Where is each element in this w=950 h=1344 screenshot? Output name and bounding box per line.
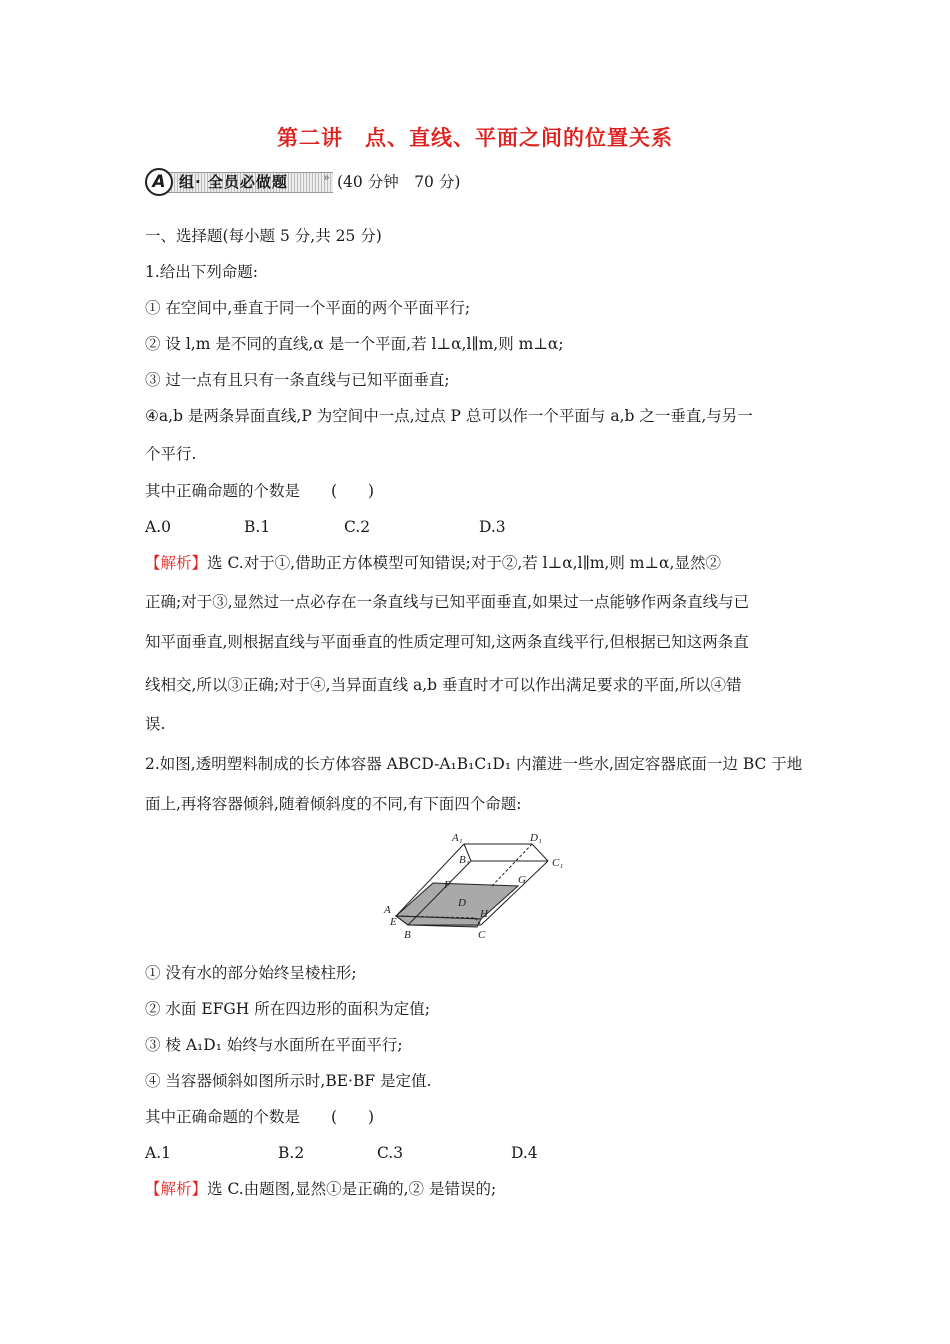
q1-stem: 1.给出下列命题: xyxy=(145,263,259,281)
q1-analysis-text: 选 C.对于①,借助正方体模型可知错误;对于②,若 l⊥α,l∥m,则 m⊥α,显然② xyxy=(207,554,721,572)
edge-dd1-hidden xyxy=(492,844,532,886)
q1-option-d: D.3 xyxy=(479,518,506,536)
analysis-tag: 【解析】 xyxy=(145,554,208,572)
q1-item-4-cont: 个平行. xyxy=(145,445,197,463)
label-a: A xyxy=(384,904,391,916)
section-heading: 一、选择题(每小题 5 分,共 25 分) xyxy=(145,227,382,245)
edge-d1c1 xyxy=(532,844,548,861)
q2-analysis-text: 选 C.由题图,显然①是正确的,② 是错误的; xyxy=(207,1180,497,1198)
q2-item-3: ③ 棱 A₁D₁ 始终与水面所在平面平行; xyxy=(145,1036,403,1054)
q2-option-d: D.4 xyxy=(511,1144,538,1162)
label-e: E xyxy=(390,916,397,928)
q2-item-1: ① 没有水的部分始终呈棱柱形; xyxy=(145,964,357,982)
q1-item-2: ② 设 l,m 是不同的直线,α 是一个平面,若 l⊥α,l∥m,则 m⊥α; xyxy=(145,335,564,353)
q1-option-c: C.2 xyxy=(344,518,371,536)
cuboid-container-figure xyxy=(380,828,580,944)
q2-option-a: A.1 xyxy=(145,1144,171,1162)
page-title: 第二讲 点、直线、平面之间的位置关系 xyxy=(277,126,673,150)
badge-letter: A xyxy=(145,168,173,196)
label-f: F xyxy=(444,879,451,891)
q1-ask: 其中正确命题的个数是 ( ) xyxy=(145,482,375,500)
label-b: B xyxy=(404,929,411,941)
q1-item-1: ① 在空间中,垂直于同一个平面的两个平面平行; xyxy=(145,299,471,317)
section-badge xyxy=(145,168,460,194)
analysis-tag: 【解析】 xyxy=(145,1180,208,1198)
label-c: C xyxy=(478,929,486,941)
q1-option-a: A.0 xyxy=(145,518,171,536)
q1-option-b: B.1 xyxy=(244,518,271,536)
q1-analysis-line-3: 知平面垂直,则根据直线与平面垂直的性质定理可知,这两条直线平行,但根据已知这两条直 xyxy=(145,633,749,651)
q2-analysis-line xyxy=(145,1179,496,1199)
q1-analysis-line-1 xyxy=(145,553,721,573)
badge-text: 组· 全员必做题 xyxy=(179,173,288,191)
label-g: G xyxy=(518,874,526,886)
q2-stem-2: 面上,再将容器倾斜,随着倾斜度的不同,有下面四个命题: xyxy=(145,795,522,813)
q2-stem-1: 2.如图,透明塑料制成的长方体容器 ABCD-A₁B₁C₁D₁ 内灌进一些水,固定容器底面一边 BC 于地 xyxy=(145,755,803,773)
time-score: (40 分钟 70 分) xyxy=(337,173,461,191)
q2-ask: 其中正确命题的个数是 ( ) xyxy=(145,1108,375,1126)
badge-arrow-icon: » xyxy=(323,171,330,184)
label-a1: A₁ xyxy=(452,832,463,844)
label-b1: B₁ xyxy=(459,854,470,866)
label-d1: D₁ xyxy=(530,832,542,844)
badge-graphic xyxy=(145,168,337,194)
q2-option-c: C.3 xyxy=(377,1144,404,1162)
q2-item-2: ② 水面 EFGH 所在四边形的面积为定值; xyxy=(145,1000,430,1018)
q2-item-4: ④ 当容器倾斜如图所示时,BE·BF 是定值. xyxy=(145,1072,432,1090)
label-h: H xyxy=(480,908,488,920)
q1-analysis-line-5: 误. xyxy=(145,715,166,733)
q1-item-4: ④a,b 是两条异面直线,P 为空间中一点,过点 P 总可以作一个平面与 a,b 之一垂直,与另一 xyxy=(145,407,753,425)
q1-analysis-line-4: 线相交,所以③正确;对于④,当异面直线 a,b 垂直时才可以作出满足要求的平面,所以④错 xyxy=(145,676,742,694)
label-c1: C₁ xyxy=(552,857,564,869)
q1-analysis-line-2: 正确;对于③,显然过一点必存在一条直线与已知平面垂直,如果过一点能够作两条直线与已 xyxy=(145,593,750,611)
label-d: D xyxy=(458,897,466,909)
q1-item-3: ③ 过一点有且只有一条直线与已知平面垂直; xyxy=(145,371,450,389)
q2-option-b: B.2 xyxy=(278,1144,305,1162)
water-surface xyxy=(396,883,518,919)
